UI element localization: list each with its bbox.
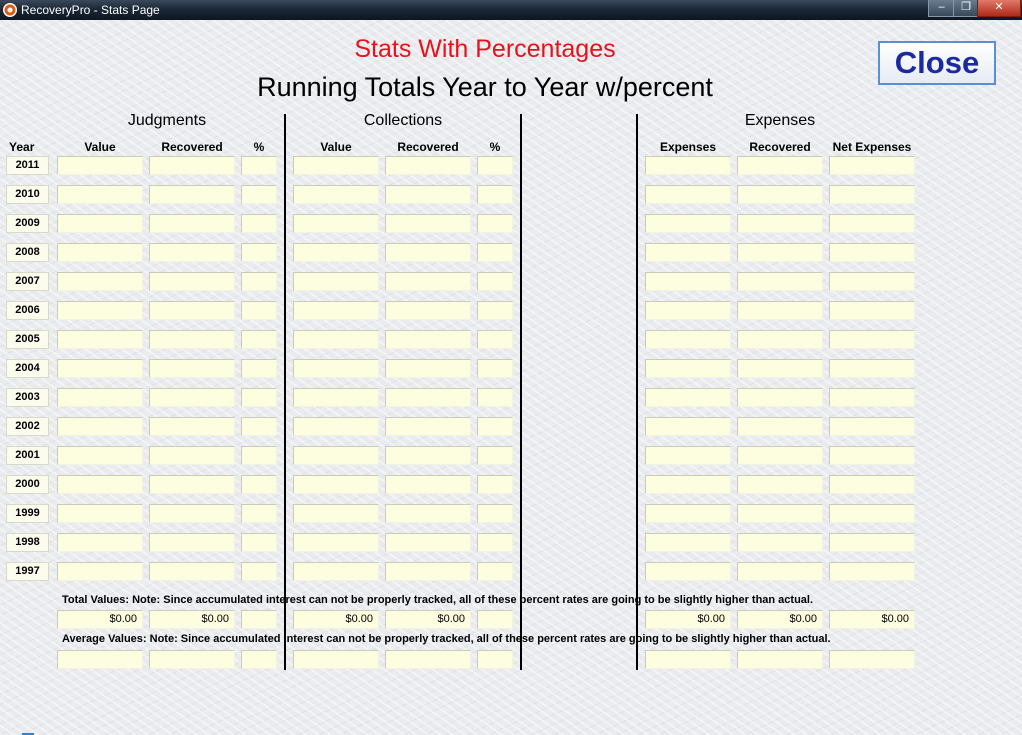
minimize-button[interactable]: – xyxy=(928,0,955,17)
judgment-value-field[interactable] xyxy=(57,417,143,436)
average-judgment-value-field[interactable] xyxy=(57,650,143,669)
expenses-recovered-field[interactable] xyxy=(737,243,823,262)
judgment-recovered-field[interactable] xyxy=(149,301,235,320)
judgment-percent-field[interactable] xyxy=(241,533,277,552)
expenses-field[interactable] xyxy=(645,504,731,523)
average-expenses-recovered-field[interactable] xyxy=(737,650,823,669)
year-label: 2001 xyxy=(6,446,49,465)
expenses-recovered-field[interactable] xyxy=(737,475,823,494)
collection-value-field[interactable] xyxy=(293,388,379,407)
year-label: 2010 xyxy=(6,185,49,204)
expenses-recovered-field[interactable] xyxy=(737,388,823,407)
collection-percent-field[interactable] xyxy=(477,475,513,494)
year-label: 2002 xyxy=(6,417,49,436)
net-expenses-field[interactable] xyxy=(829,562,915,581)
total-expenses-field[interactable]: $0.00 xyxy=(645,610,731,629)
net-expenses-field[interactable] xyxy=(829,243,915,262)
close-button[interactable]: Close xyxy=(878,41,996,85)
expenses-field[interactable] xyxy=(645,417,731,436)
net-expenses-header: Net Expenses xyxy=(832,140,912,154)
average-net-expenses-field[interactable] xyxy=(829,650,915,669)
expenses-heading: Expenses xyxy=(744,112,816,129)
year-label: 2005 xyxy=(6,330,49,349)
total-collection-recovered-field[interactable]: $0.00 xyxy=(385,610,471,629)
year-label: 1998 xyxy=(6,533,49,552)
expenses-recovered-field[interactable] xyxy=(737,417,823,436)
collection-percent-field[interactable] xyxy=(477,214,513,233)
expenses-field[interactable] xyxy=(645,156,731,175)
judgment-value-field[interactable] xyxy=(57,301,143,320)
judgment-recovered-field[interactable] xyxy=(149,504,235,523)
judgment-percent-field[interactable] xyxy=(241,330,277,349)
collection-value-field[interactable] xyxy=(293,272,379,291)
collection-percent-field[interactable] xyxy=(477,504,513,523)
total-judgment-recovered-field[interactable]: $0.00 xyxy=(149,610,235,629)
collection-percent-field[interactable] xyxy=(477,156,513,175)
judgment-percent-field[interactable] xyxy=(241,562,277,581)
collection-recovered-field[interactable] xyxy=(385,359,471,378)
expenses-recovered-field[interactable] xyxy=(737,562,823,581)
app-icon xyxy=(3,3,17,17)
window-title: RecoveryPro - Stats Page xyxy=(21,3,160,17)
judgment-percent-field[interactable] xyxy=(241,156,277,175)
judgment-percent-field[interactable] xyxy=(241,185,277,204)
collection-percent-field[interactable] xyxy=(477,185,513,204)
collection-recovered-field[interactable] xyxy=(385,504,471,523)
judgment-value-field[interactable] xyxy=(57,533,143,552)
expenses-field[interactable] xyxy=(645,359,731,378)
expenses-field[interactable] xyxy=(645,475,731,494)
total-collection-value-field[interactable]: $0.00 xyxy=(293,610,379,629)
judgment-value-field[interactable] xyxy=(57,504,143,523)
collection-recovered-field[interactable] xyxy=(385,156,471,175)
judgment-value-field[interactable] xyxy=(57,330,143,349)
judgment-percent-field[interactable] xyxy=(241,446,277,465)
collection-recovered-field[interactable] xyxy=(385,185,471,204)
expenses-recovered-field[interactable] xyxy=(737,504,823,523)
expenses-recovered-field[interactable] xyxy=(737,330,823,349)
judgment-recovered-field[interactable] xyxy=(149,214,235,233)
collections-heading: Collections xyxy=(363,112,443,129)
collection-recovered-field[interactable] xyxy=(385,533,471,552)
expenses-field[interactable] xyxy=(645,185,731,204)
year-label: 1999 xyxy=(6,504,49,523)
collection-recovered-field[interactable] xyxy=(385,272,471,291)
judgment-value-field[interactable] xyxy=(57,272,143,291)
collection-value-field[interactable] xyxy=(293,243,379,262)
collection-recovered-field[interactable] xyxy=(385,388,471,407)
judgment-recovered-field[interactable] xyxy=(149,475,235,494)
expenses-field[interactable] xyxy=(645,330,731,349)
judgment-recovered-field[interactable] xyxy=(149,388,235,407)
average-collection-value-field[interactable] xyxy=(293,650,379,669)
collection-value-field[interactable] xyxy=(293,359,379,378)
net-expenses-field[interactable] xyxy=(829,446,915,465)
expenses-field[interactable] xyxy=(645,388,731,407)
stats-page xyxy=(0,20,1022,735)
year-label: 2007 xyxy=(6,272,49,291)
judgment-value-field[interactable] xyxy=(57,243,143,262)
judgment-percent-field[interactable] xyxy=(241,301,277,320)
divider-line xyxy=(636,114,638,670)
judgment-recovered-field[interactable] xyxy=(149,417,235,436)
net-expenses-field[interactable] xyxy=(829,214,915,233)
judgment-percent-field[interactable] xyxy=(241,475,277,494)
collection-value-field[interactable] xyxy=(293,475,379,494)
collection-percent-field[interactable] xyxy=(477,301,513,320)
collection-value-field[interactable] xyxy=(293,417,379,436)
expenses-field[interactable] xyxy=(645,446,731,465)
judgments-heading: Judgments xyxy=(127,112,207,129)
expenses-field[interactable] xyxy=(645,243,731,262)
net-expenses-field[interactable] xyxy=(829,533,915,552)
collection-value-field[interactable] xyxy=(293,446,379,465)
averages-note: Average Values: Note: Since accumulated interest can not be properly tracked, all of these percent rates are going to be slightly higher than actual. xyxy=(62,633,831,645)
net-expenses-field[interactable] xyxy=(829,185,915,204)
judgment-recovered-field[interactable] xyxy=(149,562,235,581)
judgment-percent-field[interactable] xyxy=(241,417,277,436)
collection-recovered-field[interactable] xyxy=(385,562,471,581)
collection-recovered-field[interactable] xyxy=(385,214,471,233)
judgment-percent-field[interactable] xyxy=(241,359,277,378)
expenses-field[interactable] xyxy=(645,301,731,320)
expenses-recovered-field[interactable] xyxy=(737,359,823,378)
judgment-value-field[interactable] xyxy=(57,359,143,378)
expenses-recovered-field[interactable] xyxy=(737,272,823,291)
average-judgment-percent-field[interactable] xyxy=(241,650,277,669)
net-expenses-field[interactable] xyxy=(829,359,915,378)
net-expenses-field[interactable] xyxy=(829,272,915,291)
collection-value-field[interactable] xyxy=(293,562,379,581)
year-label: 2008 xyxy=(6,243,49,262)
collection-value-field[interactable] xyxy=(293,214,379,233)
collection-percent-field[interactable] xyxy=(477,243,513,262)
net-expenses-field[interactable] xyxy=(829,504,915,523)
judgment-value-field[interactable] xyxy=(57,475,143,494)
expenses-recovered-field[interactable] xyxy=(737,156,823,175)
year-label: 2000 xyxy=(6,475,49,494)
judgment-recovered-field[interactable] xyxy=(149,243,235,262)
net-expenses-field[interactable] xyxy=(829,475,915,494)
judgment-value-field[interactable] xyxy=(57,185,143,204)
collection-recovered-field[interactable] xyxy=(385,417,471,436)
collection-percent-field[interactable] xyxy=(477,359,513,378)
judgment-recovered-field[interactable] xyxy=(149,330,235,349)
judgment-value-field[interactable] xyxy=(57,562,143,581)
average-expenses-field[interactable] xyxy=(645,650,731,669)
net-expenses-field[interactable] xyxy=(829,388,915,407)
expenses-recovered-field[interactable] xyxy=(737,301,823,320)
expenses-field[interactable] xyxy=(645,562,731,581)
judgment-value-field[interactable] xyxy=(57,214,143,233)
collection-recovered-header: Recovered xyxy=(397,140,459,154)
judgment-percent-field[interactable] xyxy=(241,214,277,233)
restore-button[interactable]: ❐ xyxy=(953,0,979,17)
expenses-recovered-field[interactable] xyxy=(737,533,823,552)
collection-recovered-field[interactable] xyxy=(385,243,471,262)
expenses-field[interactable] xyxy=(645,214,731,233)
expenses-field[interactable] xyxy=(645,533,731,552)
expenses-field[interactable] xyxy=(645,272,731,291)
judgment-value-field[interactable] xyxy=(57,446,143,465)
collection-recovered-field[interactable] xyxy=(385,475,471,494)
collection-recovered-field[interactable] xyxy=(385,446,471,465)
collection-recovered-field[interactable] xyxy=(385,330,471,349)
year-label: 2009 xyxy=(6,214,49,233)
collection-percent-field[interactable] xyxy=(477,388,513,407)
year-label: 2004 xyxy=(6,359,49,378)
collection-value-field[interactable] xyxy=(293,185,379,204)
judgment-recovered-field[interactable] xyxy=(149,359,235,378)
judgment-percent-field[interactable] xyxy=(241,243,277,262)
judgment-value-field[interactable] xyxy=(57,156,143,175)
expenses-recovered-field[interactable] xyxy=(737,446,823,465)
year-label: 2003 xyxy=(6,388,49,407)
divider-line xyxy=(520,114,522,670)
collection-value-field[interactable] xyxy=(293,330,379,349)
judgment-value-field[interactable] xyxy=(57,388,143,407)
judgment-percent-field[interactable] xyxy=(241,388,277,407)
average-collection-recovered-field[interactable] xyxy=(385,650,471,669)
collection-value-header: Value xyxy=(320,140,352,154)
judgment-recovered-field[interactable] xyxy=(149,272,235,291)
judgment-recovered-field[interactable] xyxy=(149,156,235,175)
collection-value-field[interactable] xyxy=(293,504,379,523)
totals-note: Total Values: Note: Since accumulated interest can not be properly tracked, all of these percent rates are going to be slightly higher than actual. xyxy=(62,594,814,606)
page-subtitle: Running Totals Year to Year w/percent xyxy=(257,72,713,102)
expenses-recovered-field[interactable] xyxy=(737,214,823,233)
collection-percent-field[interactable] xyxy=(477,417,513,436)
collection-percent-field[interactable] xyxy=(477,272,513,291)
expenses-recovered-field[interactable] xyxy=(737,185,823,204)
average-judgment-recovered-field[interactable] xyxy=(149,650,235,669)
total-judgment-value-field[interactable]: $0.00 xyxy=(57,610,143,629)
collection-percent-field[interactable] xyxy=(477,562,513,581)
judgment-recovered-header: Recovered xyxy=(161,140,223,154)
total-expenses-recovered-field[interactable]: $0.00 xyxy=(737,610,823,629)
judgment-percent-field[interactable] xyxy=(241,272,277,291)
net-expenses-field[interactable] xyxy=(829,330,915,349)
judgment-recovered-field[interactable] xyxy=(149,533,235,552)
window-close-button[interactable]: ✕ xyxy=(977,0,1021,17)
judgment-percent-header: % xyxy=(253,140,265,154)
expenses-header: Expenses xyxy=(659,140,717,154)
collection-percent-header: % xyxy=(489,140,501,154)
collection-percent-field[interactable] xyxy=(477,446,513,465)
average-collection-percent-field[interactable] xyxy=(477,650,513,669)
year-column-header: Year xyxy=(9,140,35,154)
collection-percent-field[interactable] xyxy=(477,330,513,349)
collection-value-field[interactable] xyxy=(293,533,379,552)
year-label: 2011 xyxy=(6,156,49,175)
judgment-value-header: Value xyxy=(84,140,116,154)
year-label: 2006 xyxy=(6,301,49,320)
collection-recovered-field[interactable] xyxy=(385,301,471,320)
collection-value-field[interactable] xyxy=(293,156,379,175)
net-expenses-field[interactable] xyxy=(829,156,915,175)
collection-value-field[interactable] xyxy=(293,301,379,320)
total-collection-percent-field[interactable] xyxy=(477,610,513,629)
total-judgment-percent-field[interactable] xyxy=(241,610,277,629)
judgment-percent-field[interactable] xyxy=(241,504,277,523)
net-expenses-field[interactable] xyxy=(829,417,915,436)
collection-percent-field[interactable] xyxy=(477,533,513,552)
net-expenses-field[interactable] xyxy=(829,301,915,320)
total-net-expenses-field[interactable]: $0.00 xyxy=(829,610,915,629)
judgment-recovered-field[interactable] xyxy=(149,185,235,204)
divider-line xyxy=(284,114,286,670)
year-label: 1997 xyxy=(6,562,49,581)
page-title: Stats With Percentages xyxy=(354,35,616,63)
title-bar xyxy=(0,0,1022,20)
judgment-recovered-field[interactable] xyxy=(149,446,235,465)
expenses-recovered-header: Recovered xyxy=(749,140,811,154)
